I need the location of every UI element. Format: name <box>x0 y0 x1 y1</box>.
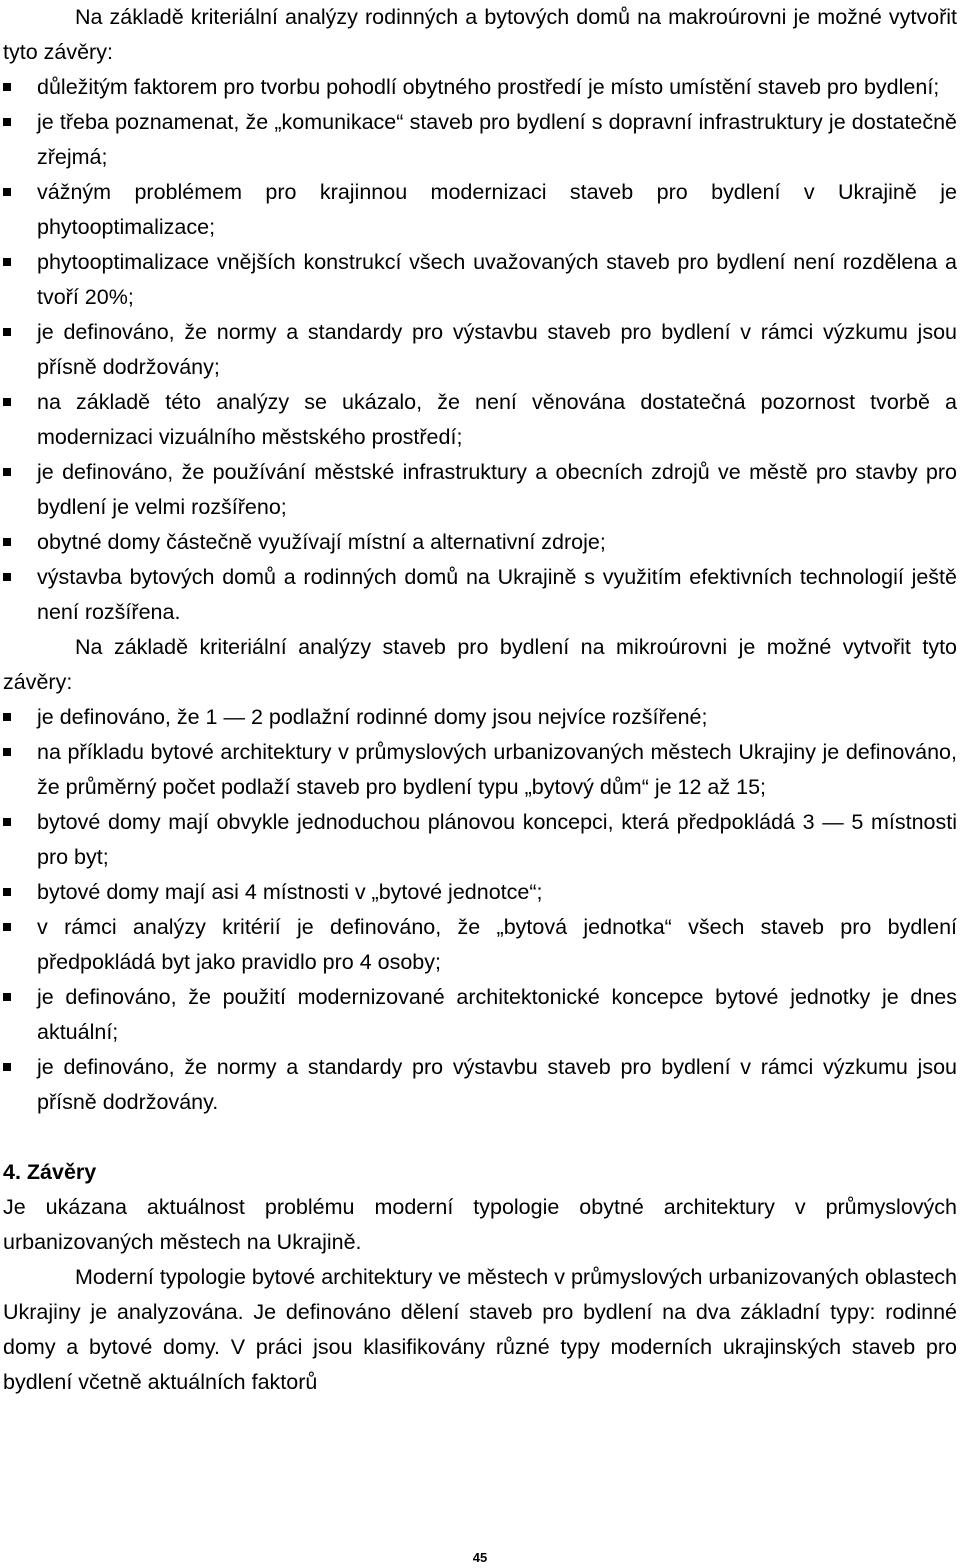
list-item <box>37 910 957 980</box>
micro-conclusions-list <box>3 700 957 1120</box>
list-item <box>37 175 957 245</box>
list-item <box>37 455 957 525</box>
list-item-text: je definováno, že používání městské infrastruktury a obecních zdrojů ve městě pro stavby pro bydlení je velmi rozšířeno; <box>37 460 957 519</box>
list-item <box>37 525 957 560</box>
list-item <box>37 560 957 630</box>
square-bullet-icon <box>3 468 11 476</box>
list-item <box>37 805 957 875</box>
square-bullet-icon <box>3 888 11 896</box>
square-bullet-icon <box>3 573 11 581</box>
square-bullet-icon <box>3 118 11 126</box>
conclusions-paragraph: Moderní typologie bytové architektury ve městech v průmyslových urbanizovaných oblastech Ukrajiny je analyzována. Je definováno dělení staveb pro bydlení na dva základní typy: rodinné domy a bytové domy. V práci jsou klasifikovány různé typy moderních ukrajinských staveb pro bydlení včetně aktuálních faktorů <box>3 1265 957 1394</box>
list-item-text: bytové domy mají obvykle jednoduchou plánovou koncepci, která předpokládá 3 — 5 místnosti pro byt; <box>37 810 957 869</box>
square-bullet-icon <box>3 538 11 546</box>
list-item <box>37 980 957 1050</box>
list-item-text: na příkladu bytové architektury v průmyslových urbanizovaných městech Ukrajiny je definováno, že průměrný počet podlaží staveb pro bydlení typu „bytový dům“ je 12 až 15; <box>37 740 957 799</box>
square-bullet-icon <box>3 258 11 266</box>
list-item-text: vážným problémem pro krajinnou modernizaci staveb pro bydlení v Ukrajině je phytooptimalizace; <box>37 180 957 239</box>
list-item <box>37 315 957 385</box>
macro-conclusions-list <box>3 70 957 630</box>
micro-intro-paragraph: Na základě kriteriální analýzy staveb pro bydlení na mikroúrovni je možné vytvořit tyto závěry: <box>3 635 957 694</box>
list-item <box>37 735 957 805</box>
list-item <box>37 245 957 315</box>
page-number: 45 <box>472 1550 488 1565</box>
list-item-text: bytové domy mají asi 4 místnosti v „bytové jednotce“; <box>37 880 543 904</box>
list-item-text: je třeba poznamenat, že „komunikace“ staveb pro bydlení s dopravní infrastruktury je dostatečně zřejmá; <box>37 110 957 169</box>
square-bullet-icon <box>3 713 11 721</box>
list-item <box>37 875 957 910</box>
square-bullet-icon <box>3 188 11 196</box>
square-bullet-icon <box>3 398 11 406</box>
square-bullet-icon <box>3 993 11 1001</box>
section-spacer <box>3 1120 957 1155</box>
section-heading: 4. Závěry <box>3 1160 97 1184</box>
square-bullet-icon <box>3 1063 11 1071</box>
list-item-text: phytooptimalizace vnějších konstrukcí všech uvažovaných staveb pro bydlení není rozdělena a tvoří 20%; <box>37 250 957 309</box>
list-item-text: důležitým faktorem pro tvorbu pohodlí obytného prostředí je místo umístění staveb pro bydlení; <box>37 75 940 99</box>
list-item-text: na základě této analýzy se ukázalo, že není věnována dostatečná pozornost tvorbě a modernizaci vizuálního městského prostředí; <box>37 390 957 449</box>
list-item <box>37 700 957 735</box>
conclusions-paragraph: Je ukázana aktuálnost problému moderní typologie obytné architektury v průmyslových urbanizovaných městech na Ukrajině. <box>3 1195 957 1254</box>
list-item-text: výstavba bytových domů a rodinných domů na Ukrajině s využitím efektivních technologií ještě není rozšířena. <box>37 565 957 624</box>
list-item-text: je definováno, že 1 — 2 podlažní rodinné domy jsou nejvíce rozšířené; <box>37 705 708 729</box>
page-content <box>3 0 957 1400</box>
square-bullet-icon <box>3 748 11 756</box>
list-item <box>37 70 957 105</box>
list-item-text: je definováno, že normy a standardy pro výstavbu staveb pro bydlení v rámci výzkumu jsou přísně dodržovány. <box>37 1055 957 1114</box>
list-item-text: je definováno, že použití modernizované architektonické koncepce bytové jednotky je dnes aktuální; <box>37 985 957 1044</box>
macro-intro-paragraph: Na základě kriteriální analýzy rodinných a bytových domů na makroúrovni je možné vytvořit tyto závěry: <box>3 5 957 64</box>
list-item-text: v rámci analýzy kritérií je definováno, že „bytová jednotka“ všech staveb pro bydlení předpokládá byt jako pravidlo pro 4 osoby; <box>37 915 957 974</box>
square-bullet-icon <box>3 818 11 826</box>
list-item <box>37 105 957 175</box>
list-item-text: je definováno, že normy a standardy pro výstavbu staveb pro bydlení v rámci výzkumu jsou přísně dodržovány; <box>37 320 957 379</box>
square-bullet-icon <box>3 328 11 336</box>
square-bullet-icon <box>3 923 11 931</box>
list-item-text: obytné domy částečně využívají místní a alternativní zdroje; <box>37 530 606 554</box>
square-bullet-icon <box>3 83 11 91</box>
list-item <box>37 385 957 455</box>
list-item <box>37 1050 957 1120</box>
